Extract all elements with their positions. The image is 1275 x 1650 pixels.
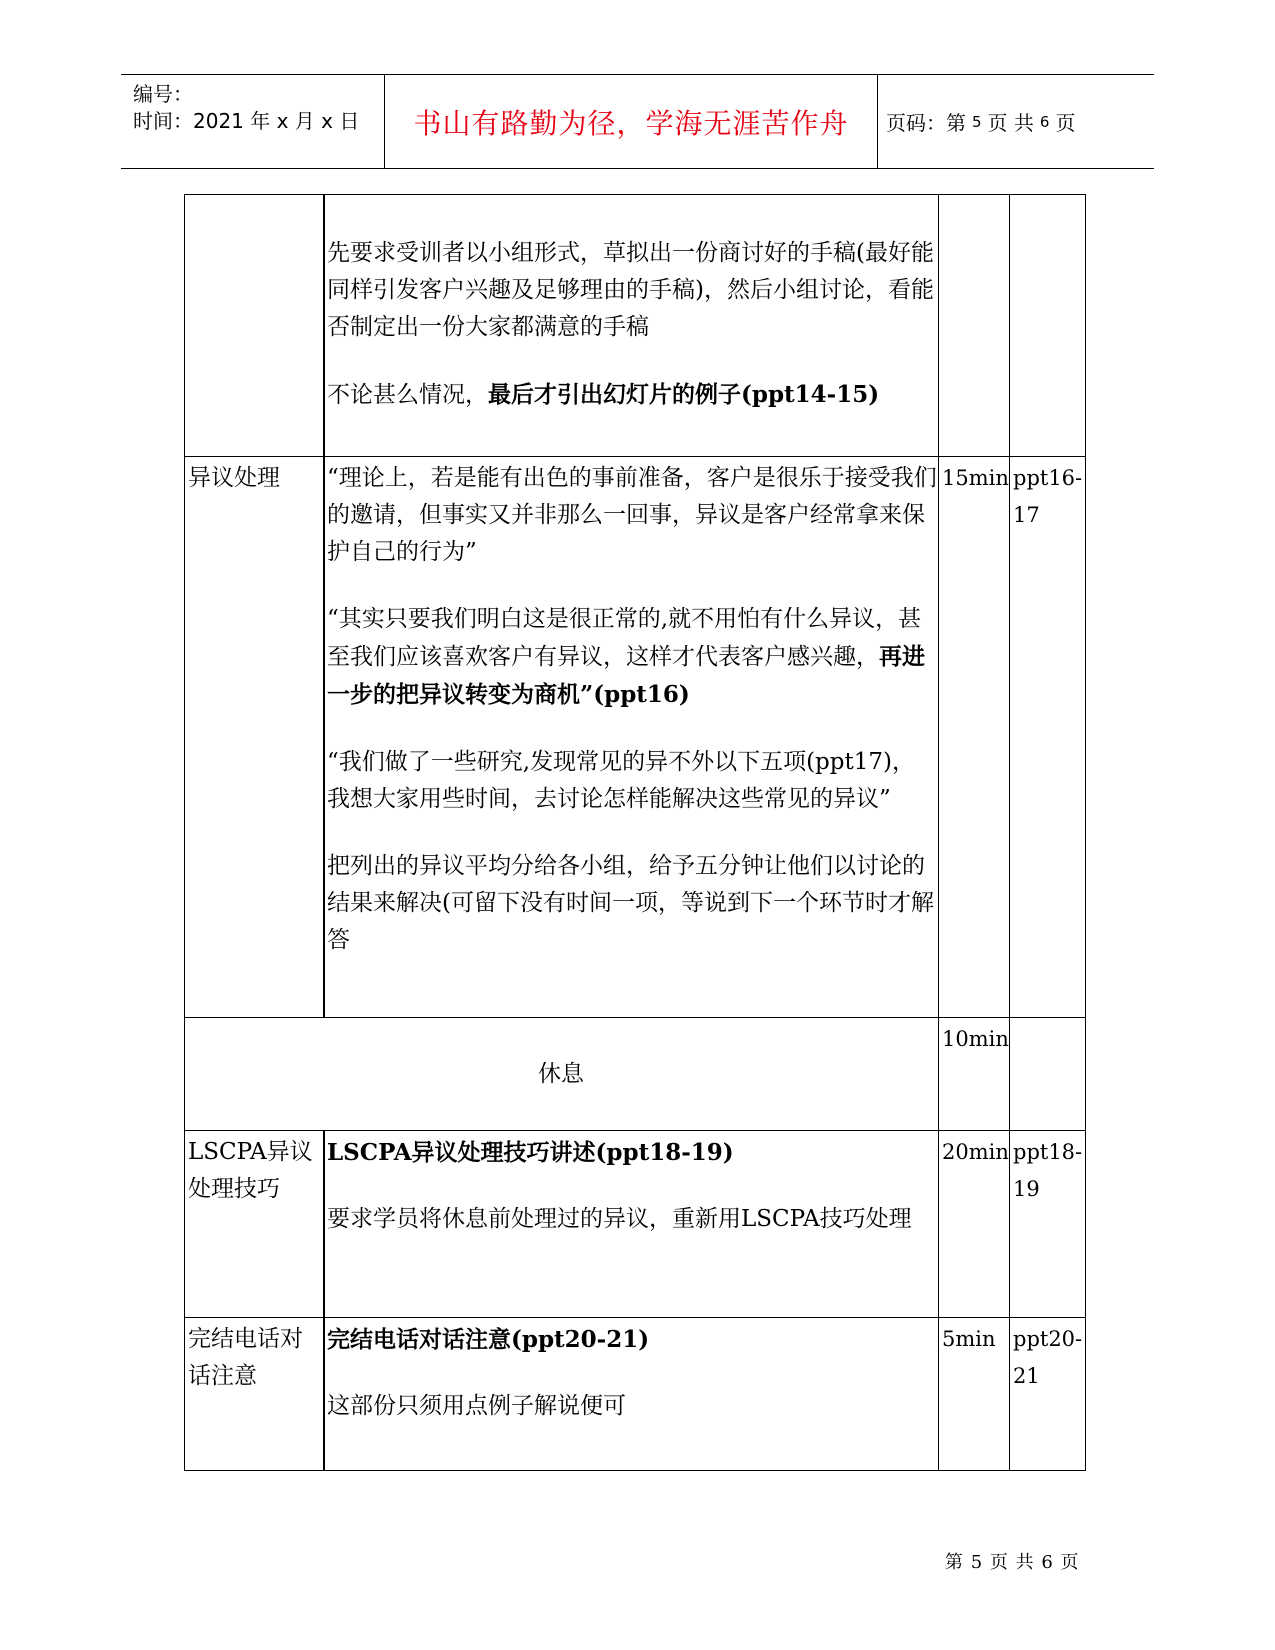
paragraph-text: “理论上，若是能有出色的事前准备，客户是很乐于接受我们的邀请，但事实又并非那么一回事，异议是客户经常拿来保护自己的行为” (327, 465, 937, 565)
content-paragraph (327, 460, 937, 571)
page-total: 6 (1039, 112, 1050, 131)
content-paragraph (327, 235, 934, 346)
doc-time-label: 时间：2021 年 x 月 x 日 (133, 109, 360, 133)
content-paragraph (327, 376, 934, 414)
doc-number-label: 编号： (133, 82, 193, 106)
page-suffix: 页 (1055, 111, 1076, 135)
topic-cell: 异议处理 (188, 465, 280, 491)
table-row-divider (184, 1317, 1086, 1318)
topic-cell: LSCPA异议处理技巧 (188, 1139, 313, 1202)
table-border (184, 194, 185, 1471)
ppt-cell: ppt16-17 (1013, 466, 1083, 527)
table-row-divider (184, 456, 1086, 457)
content-paragraph (327, 744, 937, 818)
paragraph-text: 这部份只须用点例子解说便可 (327, 1393, 626, 1419)
table-row-divider (184, 1017, 1086, 1018)
time-cell: 5min (942, 1327, 996, 1351)
break-label: 休息 (538, 1061, 584, 1087)
table-row-divider (184, 1130, 1086, 1131)
table-border (184, 194, 1086, 195)
content-paragraph (327, 1201, 934, 1238)
header-divider (877, 75, 878, 168)
ppt-cell: ppt18-19 (1013, 1140, 1083, 1201)
paragraph-text: 不论甚么情况， (327, 382, 488, 408)
header-meta (121, 75, 384, 168)
page-mid: 页 共 (987, 111, 1034, 135)
content-paragraph (327, 601, 937, 714)
page-footer: 第 5 页 共 6 页 (945, 1552, 1080, 1573)
content-cell (327, 1134, 934, 1238)
time-cell: 15min (942, 466, 1009, 490)
table-col-divider (323, 194, 325, 1017)
training-schedule-table (184, 194, 1086, 1471)
paragraph-text: 把列出的异议平均分给各小组，给予五分钟让他们以讨论的结果来解决(可留下没有时间一项，等说到下一个环节时才解答 (327, 853, 934, 953)
paragraph-bold-text: 最后才引出幻灯片的例子(ppt14-15) (488, 381, 880, 408)
table-col-divider (1009, 194, 1010, 1471)
table-col-divider (323, 1130, 325, 1471)
time-cell: 20min (942, 1140, 1009, 1164)
header-page-indicator (886, 75, 1075, 168)
paragraph-text: “我们做了一些研究,发现常见的异不外以下五项(ppt17)，我想大家用些时间，去讨论怎样能解决这些常见的异议” (327, 749, 915, 812)
table-border (184, 1470, 1086, 1471)
content-paragraph (327, 1388, 934, 1425)
page-current: 5 (972, 112, 982, 131)
topic-cell: 完结电话对话注意 (188, 1326, 303, 1389)
table-col-divider (938, 194, 939, 1471)
content-heading: 完结电话对话注意(ppt20-21) (327, 1326, 650, 1353)
page-prefix: 页码：第 (886, 111, 966, 135)
paragraph-bold-text: 再进一步的把异议转变为商机”(ppt16) (327, 643, 925, 708)
content-cell (327, 1321, 934, 1425)
page-header (121, 74, 1154, 169)
paragraph-text: “其实只要我们明白这是很正常的,就不用怕有什么异议，甚至我们应该喜欢客户有异议，这样才代表客户感兴趣， (327, 606, 922, 670)
table-row (327, 235, 934, 414)
content-paragraph (327, 848, 937, 959)
content-cell (327, 460, 937, 959)
ppt-cell: ppt20-21 (1013, 1327, 1083, 1388)
table-border (1085, 194, 1086, 1471)
content-heading: LSCPA异议处理技巧讲述(ppt18-19) (327, 1139, 734, 1166)
paragraph-text: 要求学员将休息前处理过的异议，重新用LSCPA技巧处理 (327, 1206, 912, 1232)
paragraph-text: 先要求受训者以小组形式，草拟出一份商讨好的手稿(最好能同样引发客户兴趣及足够理由的手稿)，然后小组讨论，看能否制定出一份大家都满意的手稿 (327, 240, 934, 340)
time-cell: 10min (942, 1027, 1009, 1051)
header-motto: 书山有路勤为径，学海无涯苦作舟 (413, 106, 849, 140)
